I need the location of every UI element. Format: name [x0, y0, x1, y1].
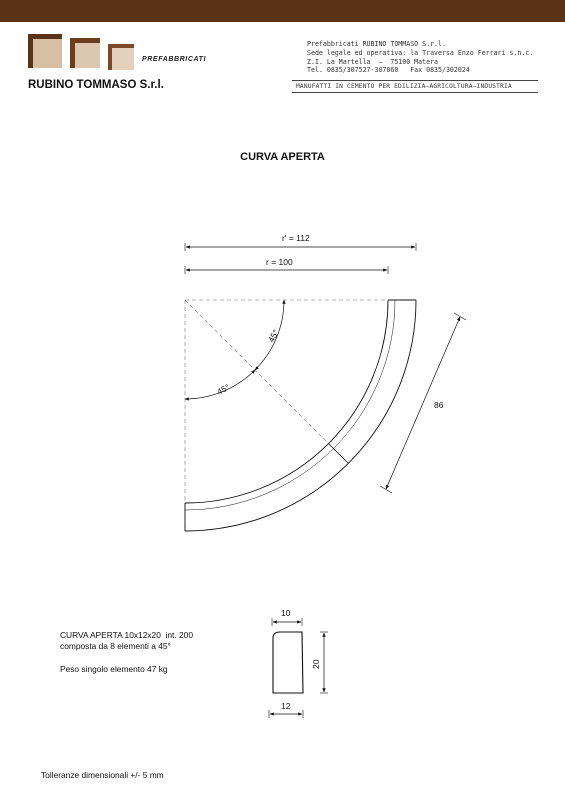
product-description [60, 630, 193, 652]
document-title: CURVA APERTA [240, 151, 325, 163]
info-line-2: Sede legale ed operativa: la Traversa Enzo Ferrari s.n.c. [307, 48, 534, 57]
info-line-1: Prefabbricati RUBINO TOMMASO S.r.l. [307, 40, 446, 48]
cross-section [269, 608, 328, 718]
company-name: RUBINO TOMMASO S.r.l. [28, 79, 164, 91]
chord-label: 86 [434, 400, 444, 410]
description-line-2: composta da 8 elementi a 45° [60, 641, 171, 651]
description-line-1: CURVA APERTA 10x12x20 int. 200 [60, 630, 193, 640]
section-bottom-label: 12 [281, 701, 291, 711]
section-top-label: 10 [281, 608, 291, 618]
info-line-3: Z.I. La Martella – 75100 Matera [307, 57, 439, 66]
inner-radius-label: r = 100 [266, 257, 293, 267]
inner-radius-dimension [185, 257, 388, 274]
section-height-label: 20 [311, 659, 321, 669]
outer-radius-dimension [185, 233, 416, 251]
logo-prefab-label: PREFABBRICATI [142, 56, 207, 63]
info-line-4: Tel. 0835/307527-307060 Fax 0835/302024 [307, 66, 470, 75]
tolerance-note: Tolleranze dimensionali +/- 5 mm [41, 770, 164, 780]
company-tagline: MANUFATTI IN CEMENTO PER EDILIZIA–AGRICOLTURA–INDUSTRIA [296, 83, 512, 90]
chord-dimension [380, 313, 466, 493]
construction-lines [185, 300, 388, 530]
element-weight: Peso singolo elemento 47 kg [60, 664, 168, 674]
angle-label-upper: 45° [265, 327, 281, 344]
outer-radius-label: r' = 112 [282, 233, 310, 243]
angle-label-lower: 45° [215, 381, 232, 397]
